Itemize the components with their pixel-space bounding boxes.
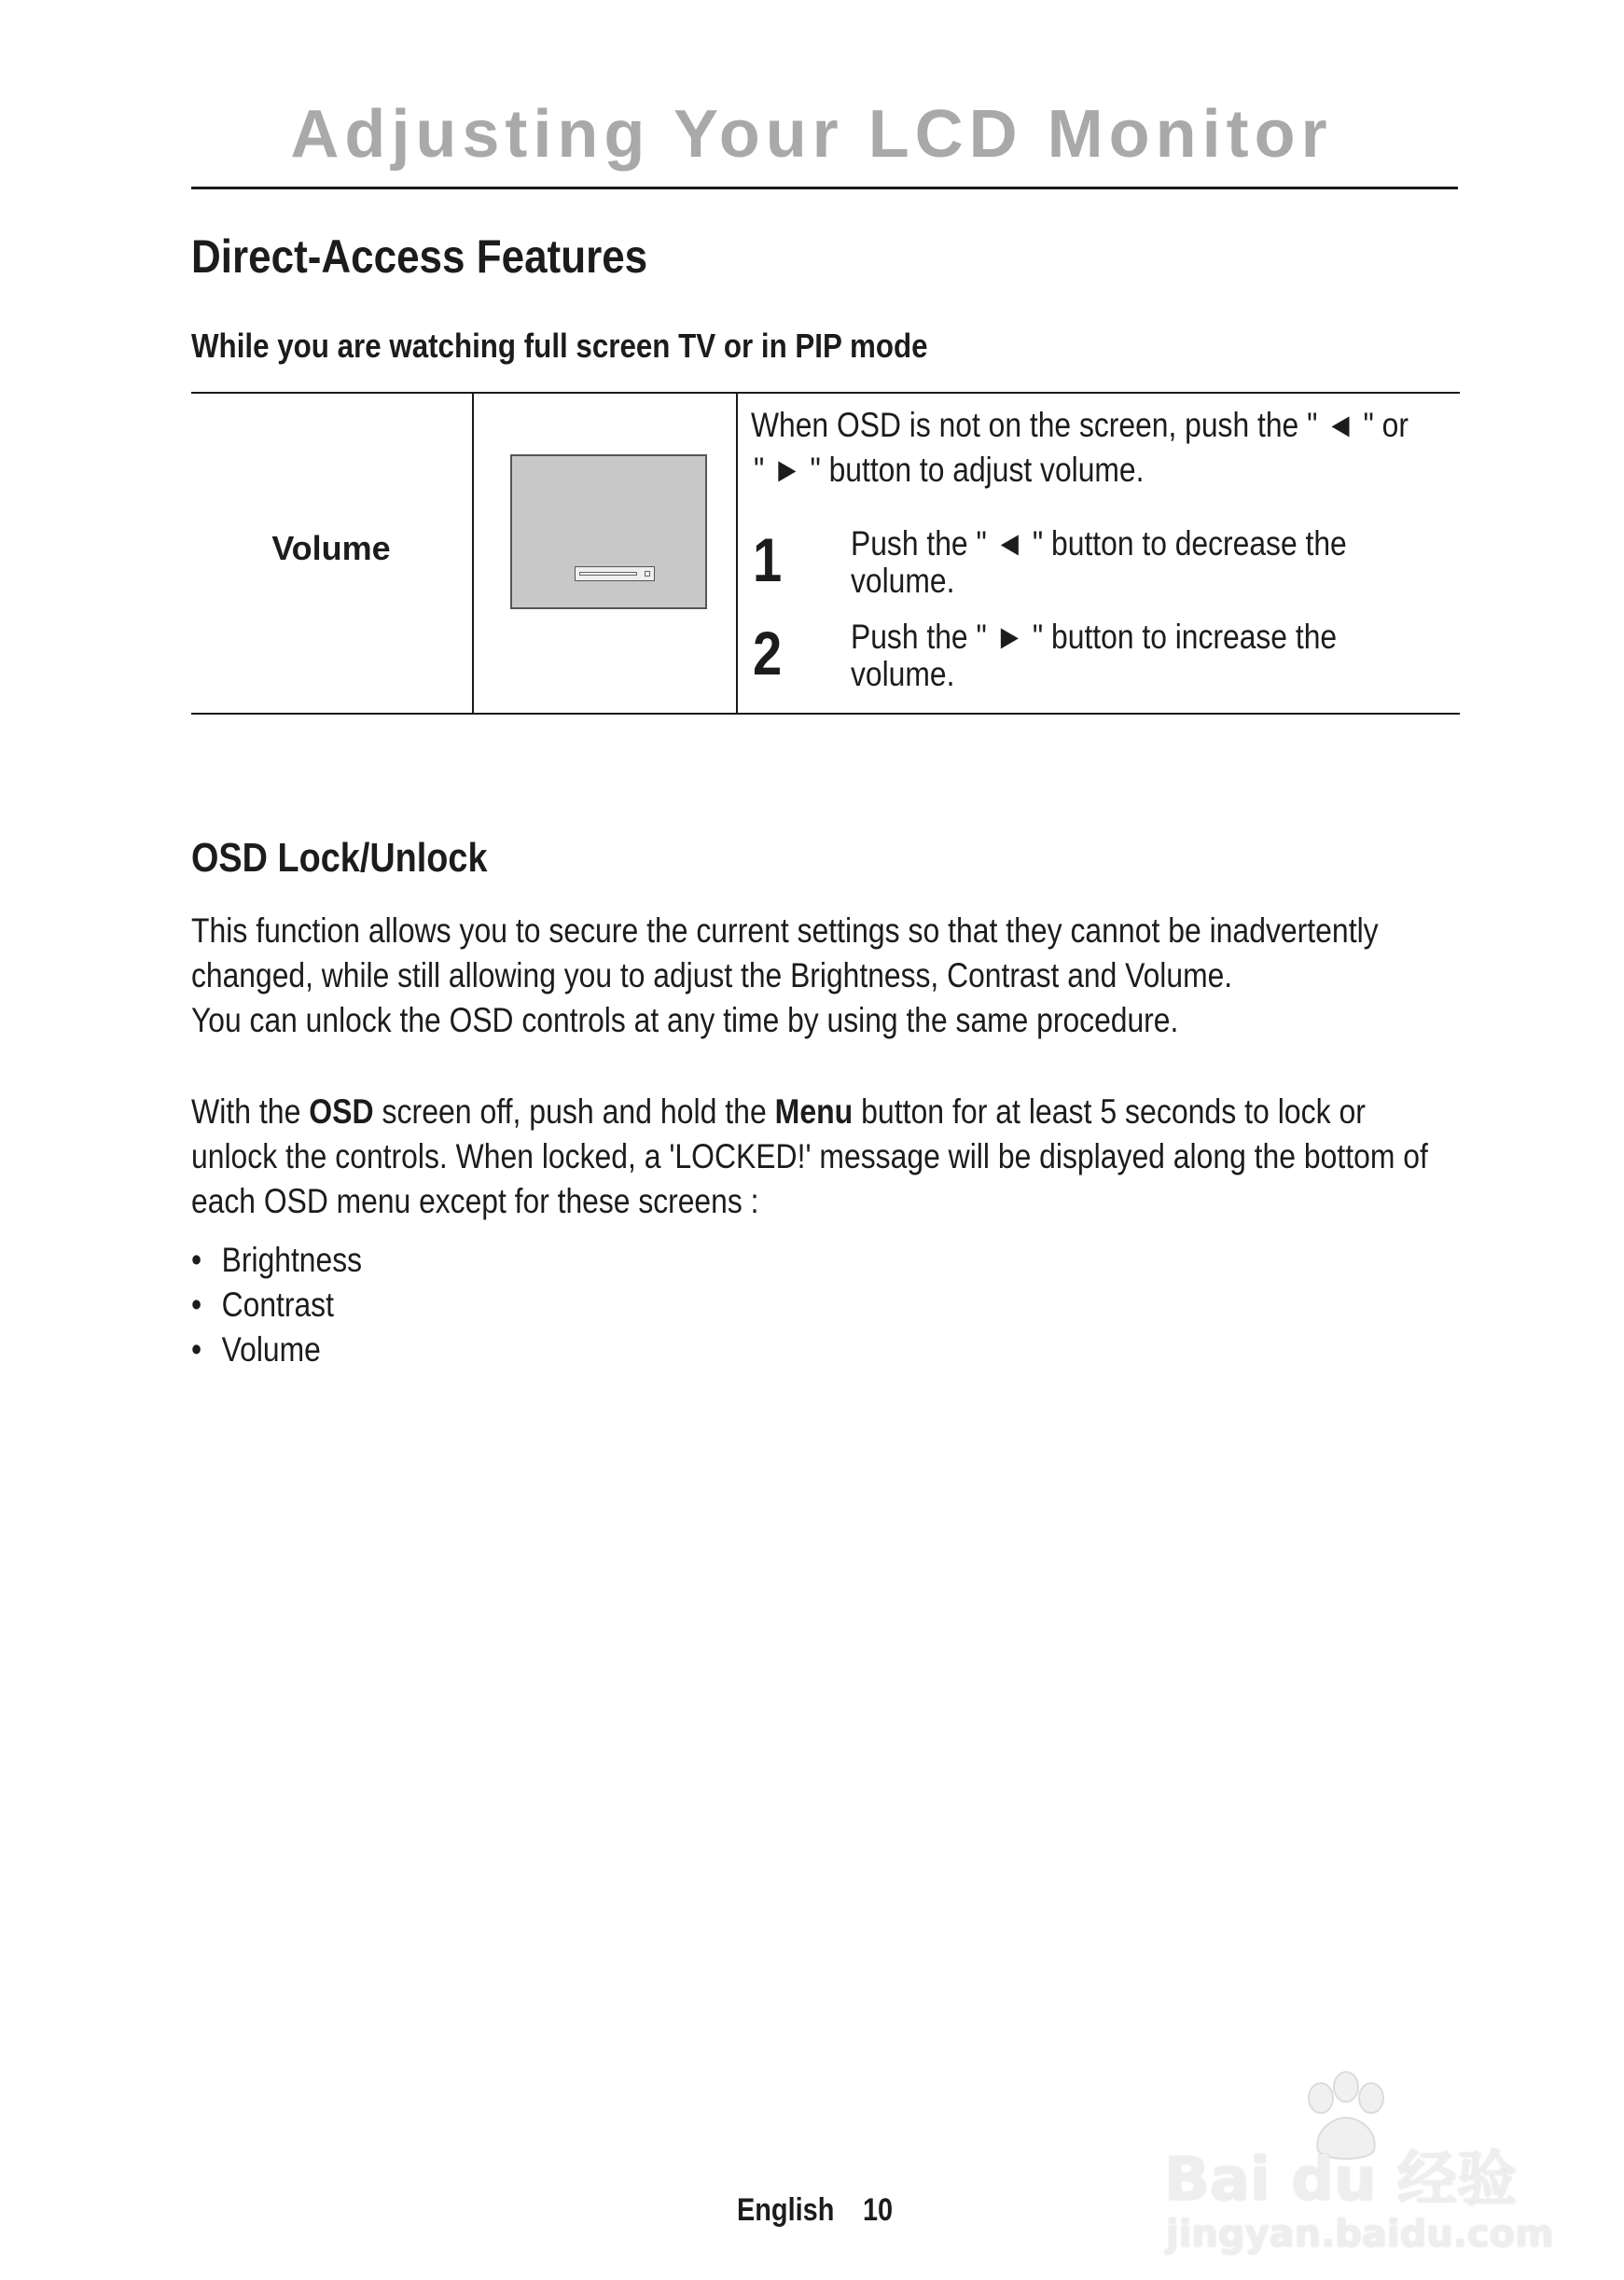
table-column-divider	[736, 392, 738, 715]
step-2-text-line2: volume.	[851, 655, 955, 693]
bullet-item-contrast	[191, 1283, 334, 1328]
step-1-number: 1	[753, 525, 783, 594]
osd-lock-paragraph-1-line1: This function allows you to secure the current settings so that they cannot be inadvertently	[191, 911, 1379, 950]
volume-intro-line2: " ► " button to adjust volume.	[754, 451, 1145, 489]
table-bottom-border	[191, 713, 1460, 715]
subsection-title: While you are watching full screen TV or in PIP mode	[191, 327, 928, 365]
watermark-logo-text: Bai du 经验	[1164, 2146, 1517, 2215]
bullet-icon: •	[191, 1286, 202, 1324]
table-column-divider	[472, 392, 474, 715]
bullet-label: Brightness	[221, 1241, 363, 1279]
bullet-item-brightness	[191, 1238, 362, 1283]
osd-lock-paragraph-1-line3: You can unlock the OSD controls at any time by using the same procedure.	[191, 1001, 1179, 1039]
footer-page-number: 10	[862, 2192, 894, 2228]
watermark-url: jingyan.baidu.com	[1166, 2213, 1554, 2256]
para2-suffix: button for at least 5 seconds to lock or	[853, 1092, 1366, 1131]
menu-keyword: Menu	[774, 1092, 854, 1131]
step-2-text-line1: Push the " ► " button to increase the	[851, 618, 1338, 656]
osd-lock-paragraph-1-line2: changed, while still allowing you to adjust the Brightness, Contrast and Volume.	[191, 956, 1233, 994]
bullet-icon: •	[191, 1241, 202, 1279]
title-divider	[191, 187, 1458, 189]
para2-mid: screen off, push and hold the	[373, 1092, 775, 1131]
volume-feature-table	[191, 392, 1460, 715]
bullet-item-volume	[191, 1328, 321, 1372]
osd-lock-paragraph-2-line1	[191, 1090, 1366, 1134]
volume-intro-line1: When OSD is not on the screen, push the " ◄ " or	[751, 406, 1409, 444]
osd-lock-paragraph-2-line3: each OSD menu except for these screens :	[191, 1182, 759, 1220]
step-2-number: 2	[753, 619, 783, 688]
volume-bar-icon	[645, 571, 650, 577]
osd-lock-paragraph-2-line2: unlock the controls. When locked, a 'LOCKED!' message will be displayed along the bottom of	[191, 1137, 1428, 1175]
volume-bar-track	[579, 572, 637, 576]
volume-bar	[575, 566, 655, 581]
page-footer	[737, 2194, 893, 2226]
bullet-label: Volume	[221, 1330, 321, 1369]
volume-osd-screen-illustration	[510, 454, 707, 609]
osd-lock-title: OSD Lock/Unlock	[191, 835, 488, 881]
bullet-icon: •	[191, 1330, 202, 1369]
volume-label: Volume	[271, 529, 391, 567]
para2-prefix: With the	[191, 1092, 310, 1131]
baidu-watermark	[1164, 2066, 1556, 2256]
table-top-border	[191, 392, 1460, 394]
section-title: Direct-Access Features	[191, 230, 648, 283]
footer-language: English	[737, 2192, 835, 2228]
page-title: Adjusting Your LCD Monitor	[290, 97, 1333, 172]
bullet-label: Contrast	[221, 1286, 334, 1324]
osd-keyword: OSD	[309, 1092, 374, 1131]
step-1-text-line1: Push the " ◄ " button to decrease the	[851, 524, 1347, 563]
step-1-text-line2: volume.	[851, 562, 955, 600]
